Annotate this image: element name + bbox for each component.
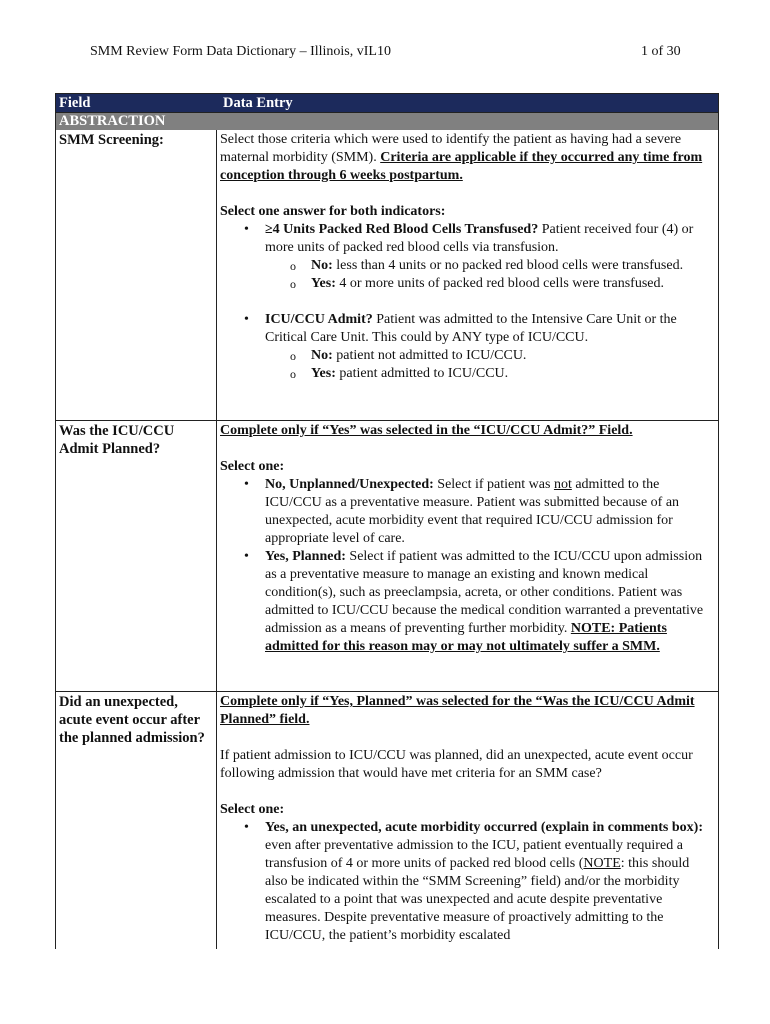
data-dictionary-table xyxy=(55,93,719,949)
data-entry-icu-admit-planned xyxy=(216,421,718,691)
data-entry-unexpected-event xyxy=(216,692,718,949)
list-item: • Yes, an unexpected, acute morbidity occurred (explain in comments box): even after preventative admission to the ICU, patient eventually required a transfusion of 4 or more units of packed red blood cells (NOTE: this should also be indicated within the “SMM Screening” field) and/or the morbidity escalated to a point that was unexpected and acute despite preventative measures. Despite preventative measure of proactively admitting to the ICU/CCU, the patient’s morbidity escalated xyxy=(220,819,714,945)
list-item: • Yes, Planned: Select if patient was admitted to the ICU/CCU upon admission as a preventative measure to manage an existing and known medical condition(s), such as preeclampsia, acreta, or other conditions. Patient was admitted to ICU/CCU because the medical condition warranted a preventative admission as a means of preventing further morbidity. NOTE: Patients admitted for this reason may or may not ultimately suffer a SMM. xyxy=(220,548,714,656)
column-header-field: Field xyxy=(59,95,91,111)
intro-paragraph: Select those criteria which were used to identify the patient as having had a severe maternal morbidity (SMM). Criteria are applicable if they occurred any time from conception through 6 weeks postpartum. xyxy=(220,132,703,183)
list-item: • ≥4 Units Packed Red Blood Cells Transfused? Patient received four (4) or more units of packed red blood cells via transfusion. xyxy=(220,221,714,257)
table-row-smm-screening xyxy=(55,130,719,421)
data-entry-smm-screening xyxy=(216,130,718,420)
field-label-icu-admit-planned: Was the ICU/CCU Admit Planned? xyxy=(59,423,175,457)
question-paragraph: If patient admission to ICU/CCU was planned, did an unexpected, acute event occur following admission that would have met criteria for an SMM case? xyxy=(220,748,693,781)
document-header-title: SMM Review Form Data Dictionary – Illinois, vIL10 xyxy=(90,44,391,59)
section-heading-abstraction: ABSTRACTION xyxy=(55,113,719,130)
select-instruction: Select one: xyxy=(220,459,285,474)
list-subitem: o No: patient not admitted to ICU/CCU. xyxy=(220,347,714,365)
column-header-data-entry: Data Entry xyxy=(219,94,718,112)
condition-note: Complete only if “Yes” was selected in the “ICU/CCU Admit?” Field. xyxy=(220,423,633,438)
page-number: 1 of 30 xyxy=(641,44,681,59)
list-subitem: o Yes: patient admitted to ICU/CCU. xyxy=(220,365,714,383)
table-row-icu-admit-planned xyxy=(55,421,719,692)
select-instruction: Select one: xyxy=(220,802,285,817)
select-instruction: Select one answer for both indicators: xyxy=(220,204,446,219)
field-label-smm-screening: SMM Screening: xyxy=(59,132,164,148)
list-subitem: o No: less than 4 units or no packed red blood cells were transfused. xyxy=(220,257,714,275)
table-row-unexpected-event xyxy=(55,692,719,949)
table-header-row xyxy=(55,93,719,113)
list-item: • ICU/CCU Admit? Patient was admitted to the Intensive Care Unit or the Critical Care Unit. This could by ANY type of ICU/CCU. xyxy=(220,311,714,347)
condition-note: Complete only if “Yes, Planned” was selected for the “Was the ICU/CCU Admit Planned” field. xyxy=(220,694,695,727)
list-item: • No, Unplanned/Unexpected: Select if patient was not admitted to the ICU/CCU as a preventative measure. Patient was submitted because of an unexpected, acute morbidity event that required ICU/CCU admission for appropriate level of care. xyxy=(220,476,714,548)
list-subitem: o Yes: 4 or more units of packed red blood cells were transfused. xyxy=(220,275,714,293)
field-label-unexpected-event: Did an unexpected, acute event occur after the planned admission? xyxy=(59,694,205,746)
